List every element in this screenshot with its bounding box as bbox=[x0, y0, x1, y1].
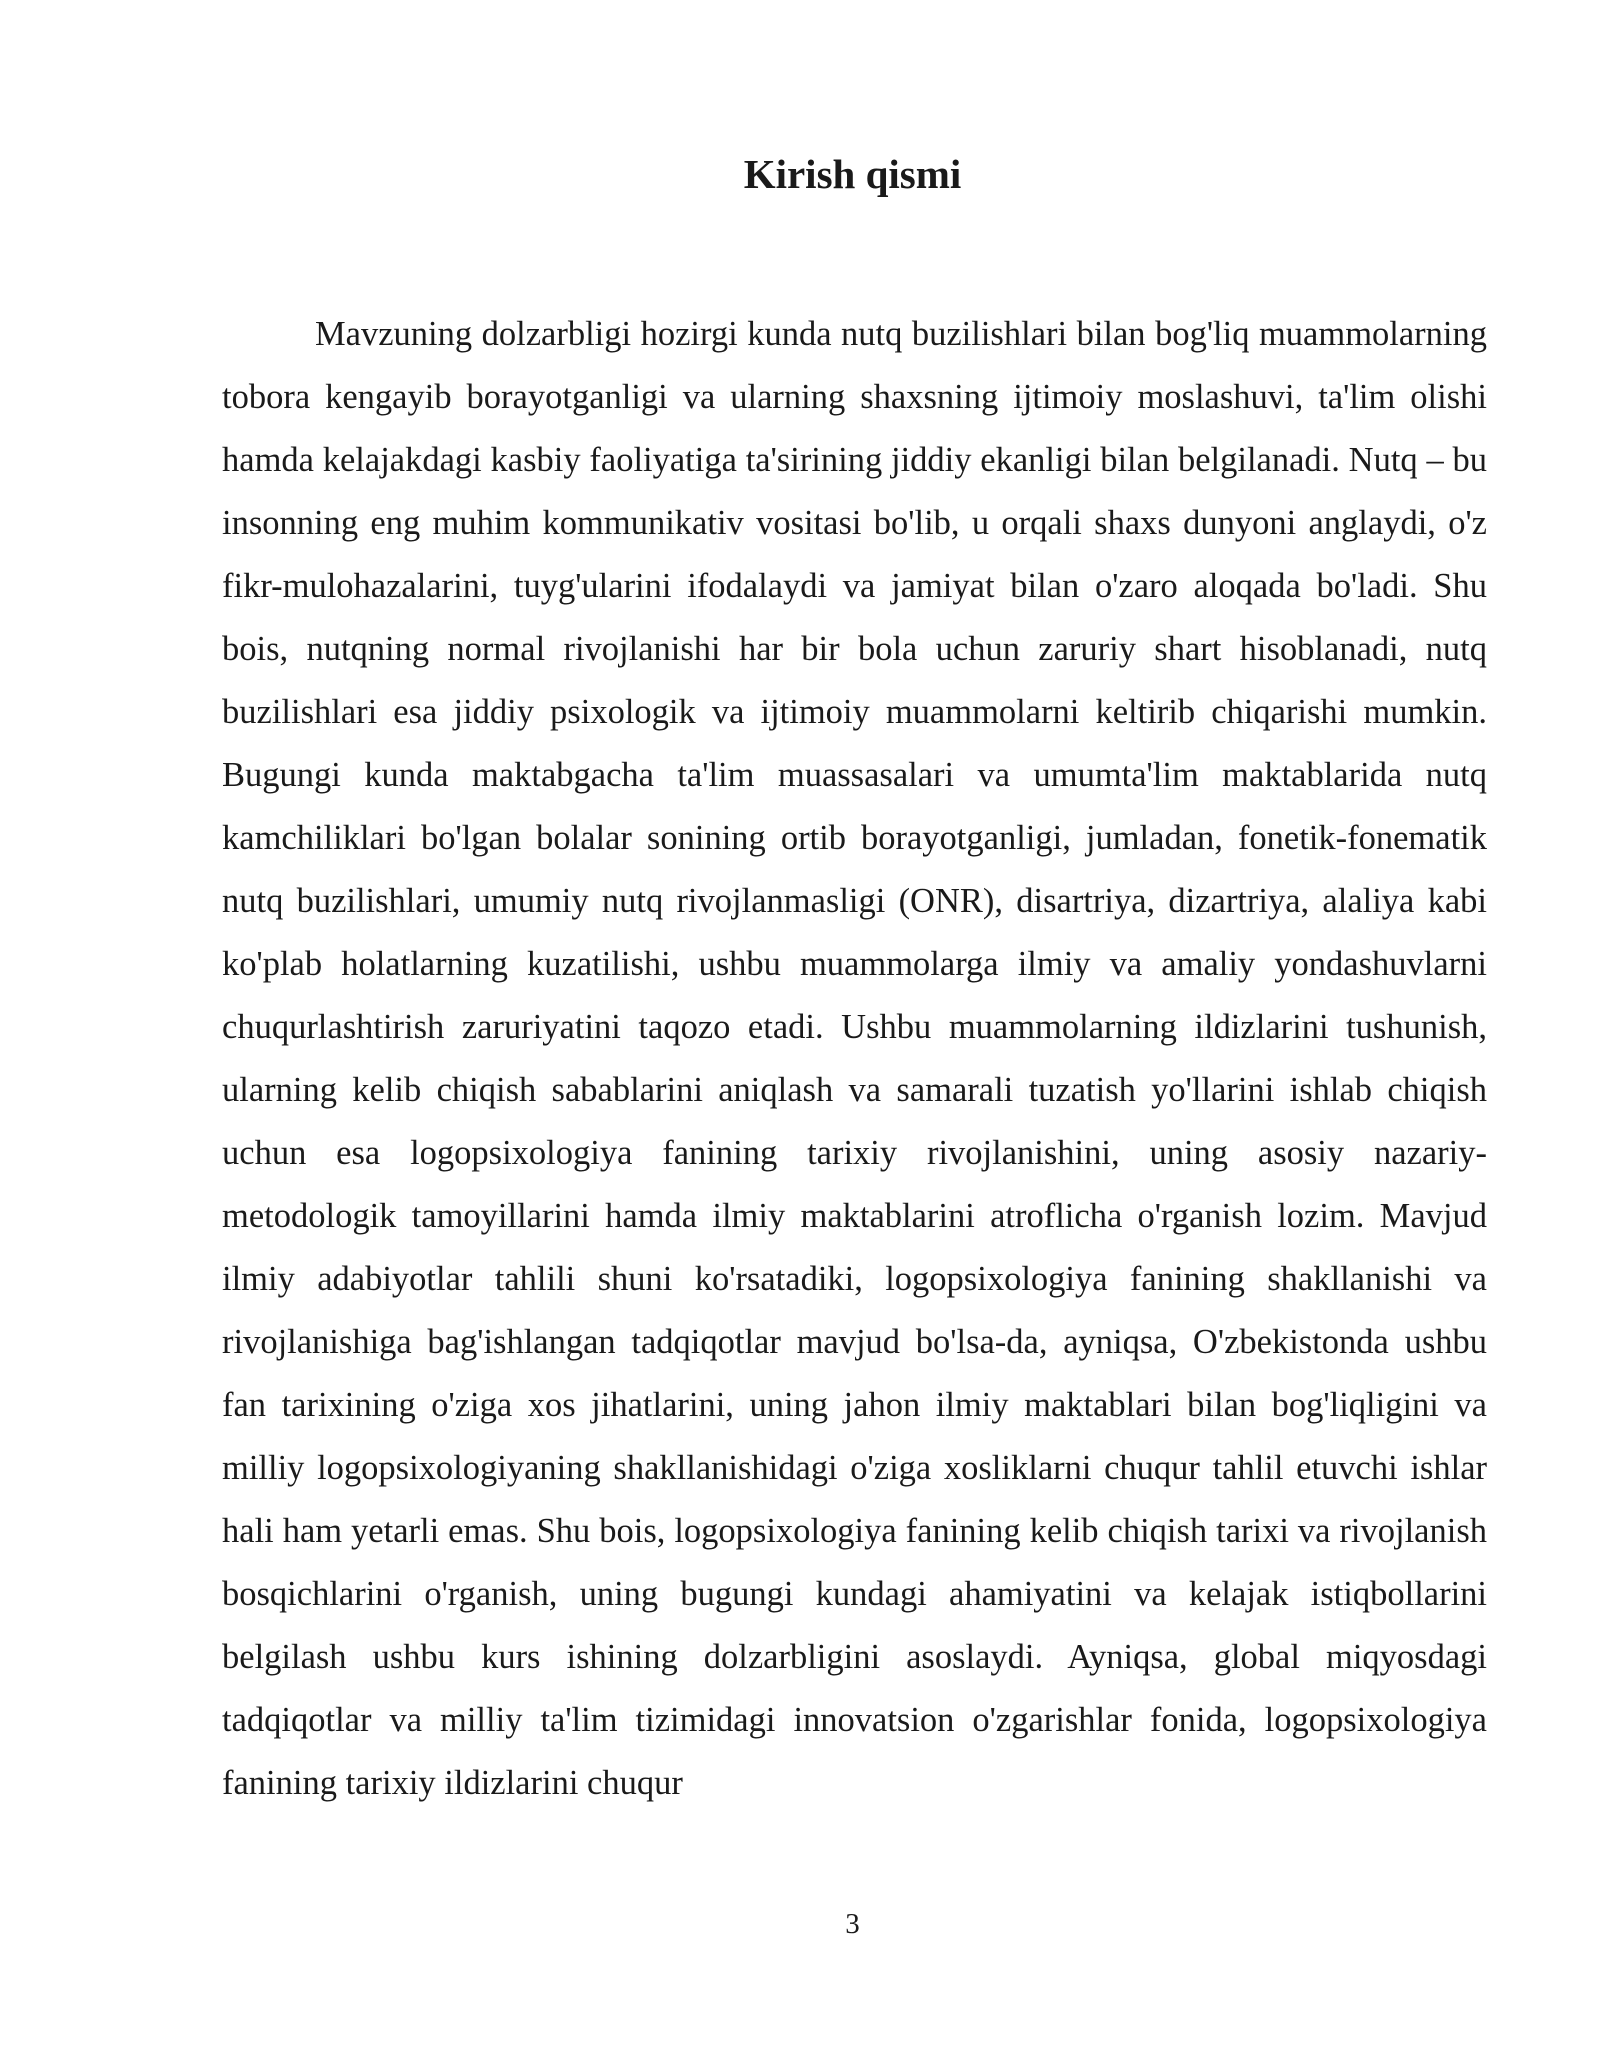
body-paragraph: Mavzuning dolzarbligi hozirgi kunda nutq buzilishlari bilan bog'liq muammolarning tobora kengayib borayotganligi va ularning shaxsning ijtimoiy moslashuvi, ta'lim olishi hamda kelajakdagi kasbiy faoliyatiga ta'sirining jiddiy ekanligi bilan belgilanadi. Nutq – bu insonning eng muhim kommunikativ vositasi bo'lib, u orqali shaxs dunyoni anglaydi, o'z fikr-mulohazalarini, tuyg'ularini ifodalaydi va jamiyat bilan o'zaro aloqada bo'ladi. Shu bois, nutqning normal rivojlanishi har bir bola uchun zaruriy shart hisoblanadi, nutq buzilishlari esa jiddiy psixologik va ijtimoiy muammolarni keltirib chiqarishi mumkin. Bugungi kunda maktabgacha ta'lim muassasalari va umumta'lim maktablarida nutq kamchiliklari bo'lgan bolalar sonining ortib borayotganligi, jumladan, fonetik-fonematik nutq buzilishlari, umumiy nutq rivojlanmasligi (ONR), disartriya, dizartriya, alaliya kabi ko'plab holatlarning kuzatilishi, ushbu muammolarga ilmiy va amaliy yondashuvlarni chuqurlashtirish zaruriyatini taqozo etadi. Ushbu muammolarning ildizlarini tushunish, ularning kelib chiqish sabablarini aniqlash va samarali tuzatish yo'llarini ishlab chiqish uchun esa logopsixologiya fanining tarixiy rivojlanishini, uning asosiy nazariy-metodologik tamoyillarini hamda ilmiy maktablarini atroflicha o'rganish lozim. Mavjud ilmiy adabiyotlar tahlili shuni ko'rsatadiki, logopsixologiya fanining shakllanishi va rivojlanishiga bag'ishlangan tadqiqotlar mavjud bo'lsa-da, ayniqsa, O'zbekistonda ushbu fan tarixining o'ziga xos jihatlarini, uning jahon ilmiy maktablari bilan bog'liqligini va milliy logopsixologiyaning shakllanishidagi o'ziga xosliklarni chuqur tahlil etuvchi ishlar hali ham yetarli emas. Shu bois, logopsixologiya fanining kelib chiqish tarixi va rivojlanish bosqichlarini o'rganish, uning bugungi kundagi ahamiyatini va kelajak istiqbollarini belgilash ushbu kurs ishining dolzarbligini asoslaydi. Ayniqsa, global miqyosdagi tadqiqotlar va milliy ta'lim tizimidagi innovatsion o'zgarishlar fonida, logopsixologiya fanining tarixiy ildizlarini chuqur bbox=[222, 315, 1487, 1802]
page-title: Kirish qismi bbox=[743, 151, 962, 197]
page-number: 3 bbox=[845, 1908, 860, 1940]
